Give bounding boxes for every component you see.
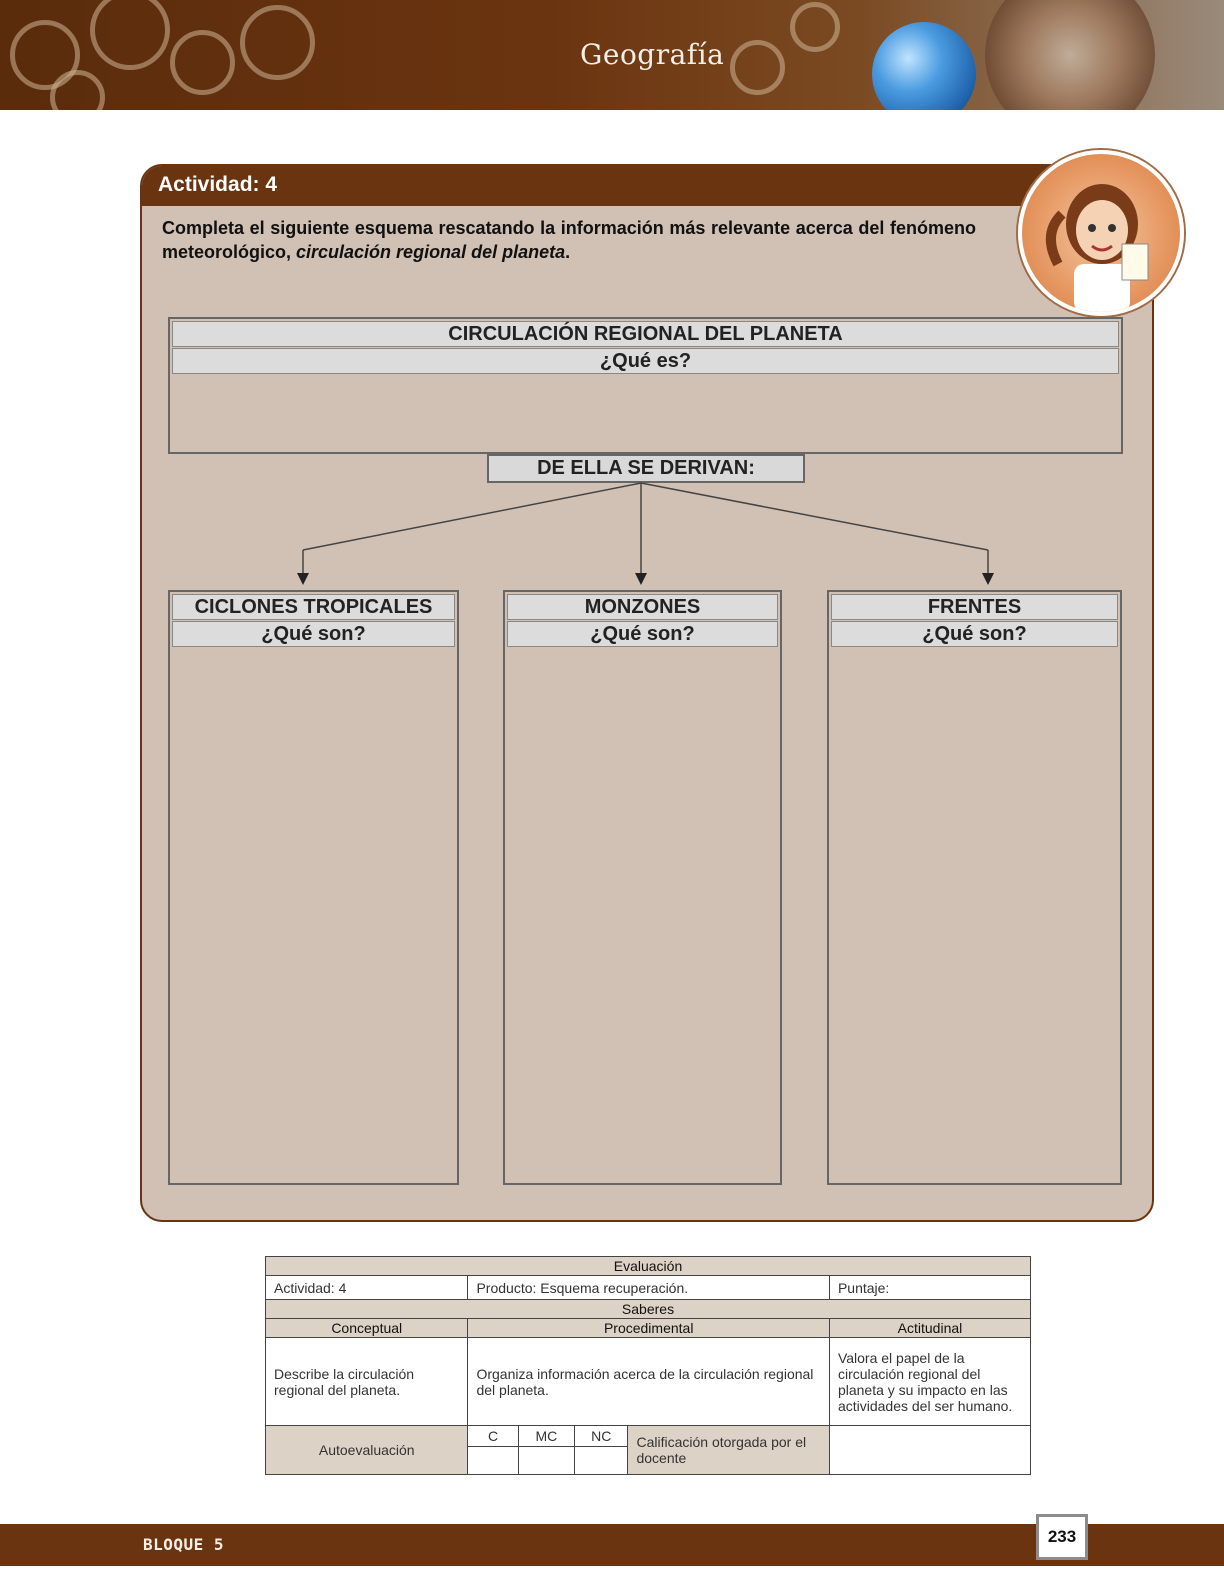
swirl-decoration bbox=[90, 0, 170, 70]
conceptual-header: Conceptual bbox=[266, 1319, 468, 1338]
evaluation-table bbox=[265, 1256, 1031, 1475]
main-title: CIRCULACIÓN REGIONAL DEL PLANETA bbox=[172, 321, 1119, 347]
instructions-italic: circulación regional del planeta bbox=[296, 242, 566, 262]
nc-checkbox[interactable] bbox=[575, 1447, 628, 1475]
subject-title: Geografía bbox=[580, 38, 725, 71]
mc-checkbox[interactable] bbox=[518, 1447, 575, 1475]
swirl-decoration bbox=[170, 30, 235, 95]
branch-answer-area[interactable] bbox=[170, 648, 457, 1183]
main-answer-area[interactable] bbox=[170, 375, 1121, 452]
calificacion-field[interactable] bbox=[829, 1426, 1030, 1475]
branch-question: ¿Qué son? bbox=[172, 621, 455, 647]
branch-question: ¿Qué son? bbox=[831, 621, 1118, 647]
branch-title: MONZONES bbox=[507, 594, 778, 620]
branch-box-monzones bbox=[503, 590, 782, 1185]
c-checkbox[interactable] bbox=[468, 1447, 518, 1475]
block-label: BLOQUE 5 bbox=[143, 1535, 225, 1554]
compass-image bbox=[985, 0, 1155, 110]
header-banner bbox=[0, 0, 1224, 110]
branch-box-frentes bbox=[827, 590, 1122, 1185]
actitudinal-header: Actitudinal bbox=[829, 1319, 1030, 1338]
instructions-end: . bbox=[565, 242, 571, 262]
c-label: C bbox=[468, 1426, 518, 1447]
globe-image bbox=[872, 22, 976, 110]
derive-label-box: DE ELLA SE DERIVAN: bbox=[487, 454, 805, 483]
nc-label: NC bbox=[575, 1426, 628, 1447]
mc-label: MC bbox=[518, 1426, 575, 1447]
teacher-avatar bbox=[1018, 150, 1184, 316]
main-concept-box bbox=[168, 317, 1123, 454]
branch-box-ciclones bbox=[168, 590, 459, 1185]
calificacion-label: Calificación otorgada por el docente bbox=[628, 1426, 829, 1475]
procedimental-header: Procedimental bbox=[468, 1319, 829, 1338]
evaluation-title: Evaluación bbox=[266, 1257, 1031, 1276]
branch-question: ¿Qué son? bbox=[507, 621, 778, 647]
main-question: ¿Qué es? bbox=[172, 348, 1119, 374]
activity-header bbox=[142, 166, 1152, 206]
swirl-decoration bbox=[240, 5, 315, 80]
swirl-decoration bbox=[790, 2, 840, 52]
evaluation-score: Puntaje: bbox=[829, 1276, 1030, 1300]
swirl-decoration bbox=[730, 40, 785, 95]
evaluation-activity: Actividad: 4 bbox=[266, 1276, 468, 1300]
procedimental-text: Organiza información acerca de la circulación regional del planeta. bbox=[468, 1338, 829, 1426]
activity-instructions bbox=[162, 216, 976, 264]
branch-title: FRENTES bbox=[831, 594, 1118, 620]
branch-title: CICLONES TROPICALES bbox=[172, 594, 455, 620]
autoevaluacion-label: Autoevaluación bbox=[266, 1426, 468, 1475]
branch-answer-area[interactable] bbox=[505, 648, 780, 1183]
actitudinal-text: Valora el papel de la circulación regional del planeta y su impacto en las actividades del ser humano. bbox=[829, 1338, 1030, 1426]
swirl-decoration bbox=[50, 70, 105, 110]
saberes-header: Saberes bbox=[266, 1300, 1031, 1319]
activity-title: Actividad: 4 bbox=[158, 173, 278, 196]
conceptual-text: Describe la circulación regional del planeta. bbox=[266, 1338, 468, 1426]
page-number: 233 bbox=[1036, 1514, 1088, 1560]
teacher-illustration-icon bbox=[1022, 154, 1180, 312]
branch-answer-area[interactable] bbox=[829, 648, 1120, 1183]
instructions-text: Completa el siguiente esquema rescatando la información más relevante acerca del fenómeno meteorológico, bbox=[162, 218, 976, 262]
evaluation-product: Producto: Esquema recuperación. bbox=[468, 1276, 829, 1300]
